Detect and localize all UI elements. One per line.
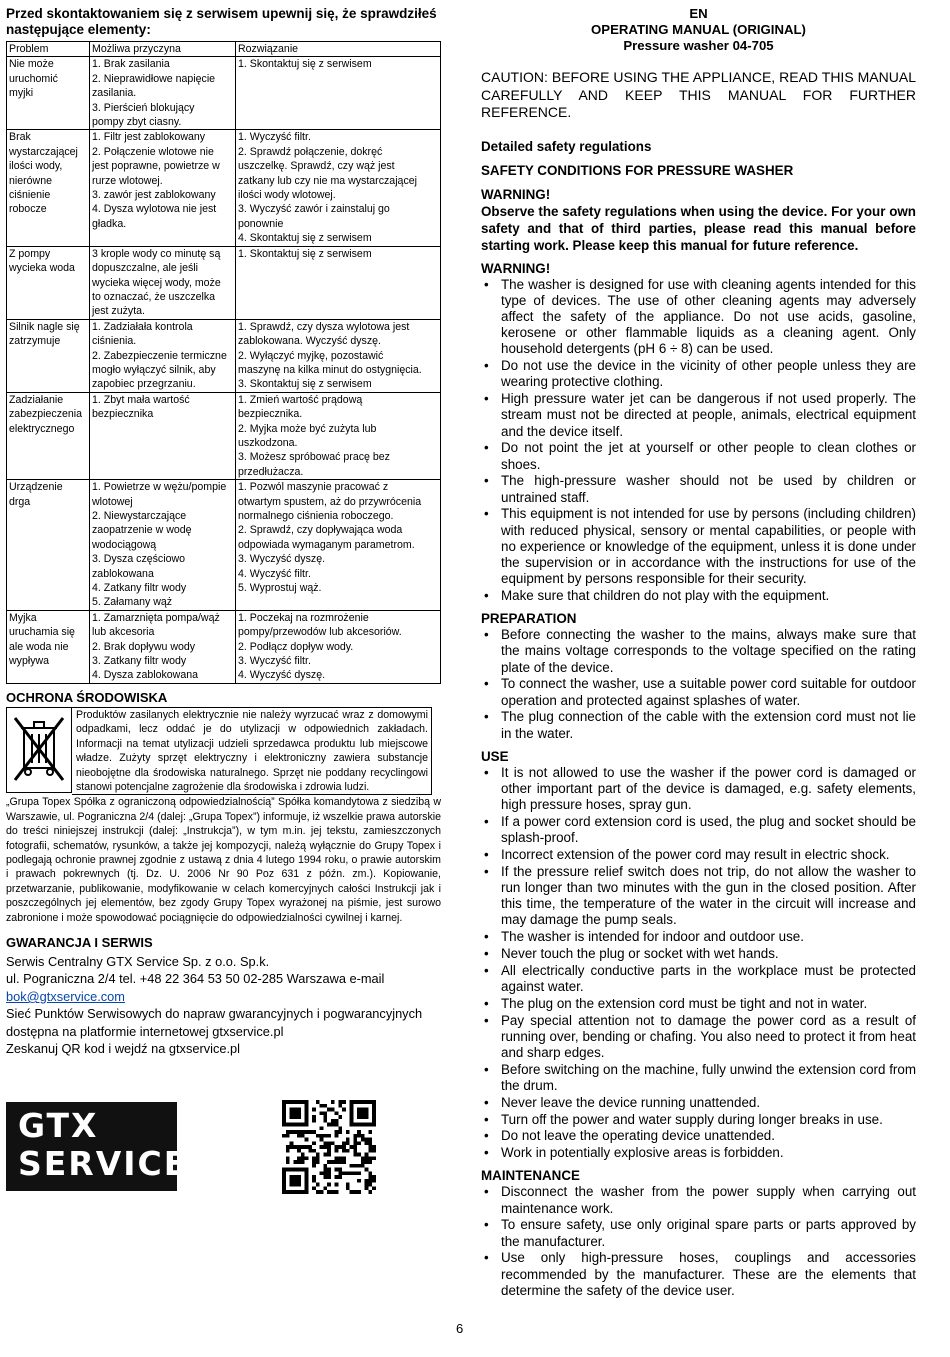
cell-problem (7, 130, 90, 246)
header-problem: Problem (7, 42, 90, 57)
cell-line: 3. Wyczyść filtr. (238, 655, 311, 668)
use-list (481, 765, 916, 1162)
preparation-heading: PREPARATION (481, 611, 577, 627)
cell-line: bezpiecznika. (238, 408, 303, 421)
cell-line: Myjka (9, 611, 37, 624)
cell-line: 1. Sprawdź, czy dysza wylotowa jest (238, 320, 410, 333)
manual-title: OPERATING MANUAL (ORIGINAL) (591, 22, 806, 37)
cell-line: odpowiada wymaganym parametrom. (238, 538, 415, 551)
cell-cause (90, 392, 236, 479)
safety-conditions-heading: SAFETY CONDITIONS FOR PRESSURE WASHER (481, 162, 794, 178)
cell-line: nierówne (9, 174, 52, 187)
warning-heading-2: WARNING! (481, 260, 551, 276)
cell-line: ciśnienie (9, 189, 51, 202)
list-item: • It is not allowed to use the washer if the power cord is damaged or other important part of the device is damaged, e.g. safety elements, high pressure hoses, spray gun. (481, 765, 916, 814)
cell-line: wycieka więcej wody, może (92, 276, 221, 289)
cell-line: 3 krople wody co minutę są (92, 247, 221, 260)
weee-crossed-bin-icon (6, 707, 72, 793)
cell-line: jest zużyta. (92, 305, 145, 318)
cell-line: wystarczającej (9, 145, 78, 158)
cell-line: 2. Podłącz dopływ wody. (238, 640, 354, 653)
cell-line: 4. Dysza wylotowa nie jest (92, 203, 217, 216)
cell-line: 1. Zbyt mała wartość (92, 393, 190, 406)
cell-problem (7, 480, 90, 611)
right-column (481, 6, 916, 1300)
cell-line: pompy zbyt ciasny. (92, 116, 182, 129)
cell-problem (7, 319, 90, 392)
cell-line: 3. Możesz spróbować pracę bez (238, 451, 390, 464)
caution-notice: CAUTION: BEFORE USING THE APPLIANCE, READ THIS MANUAL CAREFULLY AND KEEP THIS MANUAL FOR FURTHER REFERENCE. (481, 69, 916, 120)
header-cause: Możliwa przyczyna (90, 42, 236, 57)
service-email-link[interactable]: bok@gtxservice.com (6, 988, 125, 1004)
cell-line: rurze wlotowej. (92, 174, 163, 187)
cell-line: 3. Pierścień blokujący (92, 101, 195, 114)
cell-line: ilości wody wlotowej. (238, 189, 336, 202)
table-row (7, 392, 441, 479)
list-item: • Pay special attention not to damage the power cord as a result of running over, bending or chafing. You also need to protect it from heat and sharp edges. (481, 1013, 916, 1062)
cell-cause (90, 319, 236, 392)
table-row (7, 480, 441, 611)
environment-box (6, 707, 441, 795)
warning-heading-1: WARNING! (481, 186, 551, 202)
cell-line: zasilania. (92, 87, 137, 100)
table-row (7, 319, 441, 392)
cell-line: zaopatrzenie w wodę (92, 524, 192, 537)
warning-text-1: Observe the safety regulations when using the device. For your own safety and that of third parties, please read this manual before starting work. Please keep this manual for future reference. (481, 203, 916, 253)
cell-line: 1. Zmień wartość prądową (238, 393, 363, 406)
logo-line-1: GTX (18, 1106, 99, 1145)
cell-line: elektrycznego (9, 422, 75, 435)
cell-line: 2. Wyłączyć myjkę, pozostawić (238, 349, 384, 362)
list-item: • The washer is intended for indoor and outdoor use. (481, 929, 916, 945)
cell-line: 3. zawór jest zablokowany (92, 189, 216, 202)
cell-line: ilości wody, (9, 160, 63, 173)
cell-line: Silnik nagle się (9, 320, 80, 333)
cell-line: zatrzymuje (9, 335, 61, 348)
cell-line: 4. Skontaktuj się z serwisem (238, 232, 372, 245)
list-item: • Work in potentially explosive areas is forbidden. (481, 1145, 916, 1161)
cell-solution (236, 480, 441, 611)
cell-line: 1. Skontaktuj się z serwisem (238, 247, 372, 260)
cell-cause (90, 246, 236, 319)
cell-line: 2. Zabezpieczenie termiczne (92, 349, 227, 362)
header-solution: Rozwiązanie (236, 42, 441, 57)
cell-line: wlotowej (92, 495, 133, 508)
cell-line: dopuszczalne, ale jeśli (92, 262, 198, 275)
cell-solution (236, 57, 441, 130)
list-item: • Do not point the jet at yourself or other people to clean clothes or shoes. (481, 440, 916, 472)
list-item: • The plug on the extension cord must be tight and not in water. (481, 996, 916, 1012)
list-item: • If the pressure relief switch does not trip, do not allow the washer to run longer than two minutes with the gun in the closed position. After this time, the temperature of the water in the circuit will increase and may damage the pump seals. (481, 864, 916, 929)
list-item: • Never touch the plug or socket with wet hands. (481, 946, 916, 962)
cell-line: maszynę na kilka minut do ostygnięcia. (238, 363, 422, 376)
warranty-section (6, 953, 441, 1058)
cell-line: pompy/przewodów lub akcesoriów. (238, 626, 402, 639)
cell-line: otwartym spustem, aż do przywrócenia (238, 495, 422, 508)
cell-line: uruchamia się (9, 626, 75, 639)
cell-solution (236, 610, 441, 683)
qr-instruction: Zeskanuj QR kod i wejdź na gtxservice.pl (6, 1041, 240, 1057)
cell-line: zabezpieczenia (9, 408, 83, 421)
cell-problem (7, 610, 90, 683)
list-item: • Disconnect the washer from the power supply when carrying out maintenance work. (481, 1184, 916, 1216)
cell-line: gładka. (92, 217, 127, 230)
cell-line: 4. Zatkany filtr wody (92, 582, 187, 595)
list-item: • Before switching on the machine, fully unwind the extension cord from the drum. (481, 1062, 916, 1094)
cell-line: Brak (9, 131, 31, 144)
troubleshooting-intro: Przed skontaktowaniem się z serwisem upewnij się, że sprawdziłeś następujące elementy: (6, 6, 437, 37)
logo-line-2: SERVICE (18, 1144, 189, 1183)
cell-line: 3. Zatkany filtr wody (92, 655, 187, 668)
cell-solution (236, 392, 441, 479)
use-heading: USE (481, 748, 509, 764)
service-address: ul. Pograniczna 2/4 tel. +48 22 364 53 50 02-285 Warszawa e-mail (6, 971, 385, 987)
cell-line: 5. Wyprostuj wąż. (238, 582, 322, 595)
service-name: Serwis Centralny GTX Service Sp. z o.o. Sp.k. (6, 953, 270, 969)
service-network-text: Sieć Punktów Serwisowych do napraw gwarancyjnych i pogwarancyjnych dostępna na platformie internetowej gtxservice.pl (6, 1006, 423, 1039)
list-item: • To connect the washer, use a suitable power cord suitable for outdoor operation and protected against splashes of water. (481, 676, 916, 708)
cell-line: 3. Wyczyść dyszę. (238, 553, 326, 566)
cell-line: 1. Poczekaj na rozmrożenie (238, 611, 369, 624)
list-item: • Make sure that children do not play with the equipment. (481, 588, 916, 604)
cell-line: 3. Dysza częściowo (92, 553, 186, 566)
cell-line: 2. Sprawdź połączenie, dokręć (238, 145, 383, 158)
cell-line: zablokowana. Wyczyść dyszę. (238, 335, 381, 348)
table-row (7, 130, 441, 246)
copyright-notice: „Grupa Topex Spółka z ograniczoną odpowiedzialnością” Spółka komandytowa z siedzibą w Warszawie, ul. Pograniczna 2/4 (dalej: „Grupa Topex”) informuje, iż wszelkie prawa autorskie do treści niniejszej instrukcji (dalej: „Instrukcja”), w tym m.in. jej tekstu, zamieszczonych fotografii, schematów, rysunków, a także jej kompozycji, należą wyłącznie do Grupy Topex i podlegają ochronie prawnej zgodnie z ustawą z dnia 4 lutego 1994 roku, o prawie autorskim i prawach pokrewnych (tj. Dz. U. 2006 Nr 90 Poz 631 z późn. zm.). Kopiowanie, przetwarzanie, publikowanie, modyfikowanie w celach komercyjnych całości Instrukcji jak i poszczególnych jej elementów, bez zgody Grupy Topex wyrażonej na piśmie, jest surowo zabronione i może spowodować pociągnięcie do odpowiedzialności cywilnej i karnej. (6, 796, 441, 924)
cell-line: przedłużacza. (238, 465, 304, 478)
list-item: • Do not leave the operating device unattended. (481, 1128, 916, 1144)
cell-line: 1. Skontaktuj się z serwisem (238, 58, 372, 71)
qr-code-icon[interactable] (282, 1100, 376, 1194)
cell-line: bezpiecznika (92, 408, 154, 421)
table-row (7, 57, 441, 130)
detailed-safety-heading: Detailed safety regulations (481, 138, 652, 154)
list-item: • Use only high-pressure hoses, couplings and accessories recommended by the manufacturer. These are the elements that determine the safety of the device user. (481, 1250, 916, 1299)
cell-line: 5. Załamany wąż (92, 596, 173, 609)
list-item: • Do not use the device in the vicinity of other people unless they are wearing protective clothing. (481, 358, 916, 390)
cell-problem (7, 246, 90, 319)
cell-problem (7, 57, 90, 130)
language-code: EN (689, 6, 708, 21)
cell-line: zablokowana (92, 567, 154, 580)
cell-problem (7, 392, 90, 479)
cell-line: zapobiec przegrzaniu. (92, 378, 196, 391)
cell-line: 1. Filtr jest zablokowany (92, 131, 206, 144)
gtx-service-logo (6, 1102, 189, 1191)
cell-line: to oznaczać, że uszczelka (92, 290, 216, 303)
cell-line: 1. Pozwól maszynie pracować z (238, 481, 389, 494)
cell-line: 1. Powietrze w wężu/pompie (92, 481, 227, 494)
environment-text: Produktów zasilanych elektrycznie nie należy wyrzucać wraz z domowymi odpadkami, lecz oddać je do utylizacji w odpowiednich zakładach. Informacji na temat utylizacji udzieli sprzedawca produktu lub miejscowe władze. Zużyty sprzęt elektryczny i elektroniczny zawiera substancje nieobojętne dla środowiska naturalnego. Sprzęt nie poddany recyclingowi stanowi potencjalne zagrożenie dla środowiska i zdrowia ludzi. (72, 707, 432, 795)
cell-line: Urządzenie (9, 481, 63, 494)
cell-line: wodociągową (92, 538, 157, 551)
cell-line: 2. Brak dopływu wody (92, 640, 196, 653)
list-item: • This equipment is not intended for use by persons (including children) with reduced physical, sensory or mental capabilities, or people with no experience or knowledge of the equipment, unless it is done under the supervision or in accordance with the instructions for use of the equipment by persons responsible for their security. (481, 506, 916, 587)
list-item: • If a power cord extension cord is used, the plug and socket should be splash-proof. (481, 814, 916, 846)
cell-line: Zadziałanie (9, 393, 64, 406)
list-item: • The plug connection of the cable with the extension cord must not lie in the water. (481, 709, 916, 741)
cell-line: wypływa (9, 655, 50, 668)
cell-cause (90, 130, 236, 246)
list-item: • The high-pressure washer should not be used by children or untrained staff. (481, 473, 916, 505)
list-item: • Before connecting the washer to the mains, always make sure that the mains voltage corresponds to the voltage specified on the rating plate of the device. (481, 627, 916, 676)
table-row (7, 246, 441, 319)
cell-line: uszczelkę. Sprawdź, czy wąż jest (238, 160, 395, 173)
preparation-list (481, 627, 916, 742)
cell-line: 2. Połączenie wlotowe nie (92, 145, 214, 158)
cell-line: ale woda nie (9, 640, 69, 653)
cell-cause (90, 480, 236, 611)
cell-line: 2. Sprawdź, czy dopływająca woda (238, 524, 403, 537)
maintenance-list (481, 1184, 916, 1299)
cell-line: robocze (9, 203, 47, 216)
table-header-row (7, 42, 441, 57)
cell-line: 3. Skontaktuj się z serwisem (238, 378, 372, 391)
left-column (6, 6, 441, 1058)
cell-line: 4. Dysza zablokowana (92, 669, 198, 682)
cell-line: 1. Zamarznięta pompa/wąż (92, 611, 220, 624)
list-item: • All electrically conductive parts in the workplace must be protected against water. (481, 963, 916, 995)
cell-line: uszkodzona. (238, 436, 298, 449)
cell-line: wycieka woda (9, 262, 75, 275)
cell-line: lub akcesoria (92, 626, 155, 639)
list-item: • High pressure water jet can be dangerous if not used properly. The stream must not be directed at people, animals, electrical equipment and the device itself. (481, 391, 916, 440)
cell-line: Nie może (9, 58, 54, 71)
cell-cause (90, 610, 236, 683)
list-item: • Incorrect extension of the power cord may result in electric shock. (481, 847, 916, 863)
cell-line: ciśnienia. (92, 335, 137, 348)
list-item: • Never leave the device running unattended. (481, 1095, 916, 1111)
cell-line: mogło wyłączyć silnik, aby (92, 363, 216, 376)
list-item: • To ensure safety, use only original spare parts or parts approved by the manufacturer. (481, 1217, 916, 1249)
cell-line: Z pompy (9, 247, 51, 260)
cell-line: 1. Wyczyść filtr. (238, 131, 311, 144)
cell-line: 1. Zadziałała kontrola (92, 320, 193, 333)
warranty-heading: GWARANCJA I SERWIS (6, 934, 153, 950)
cell-line: 2. Niewystarczające (92, 510, 187, 522)
cell-line: drga (9, 495, 31, 508)
cell-line: 3. Wyczyść zawór i zainstaluj go (238, 203, 390, 216)
maintenance-heading: MAINTENANCE (481, 1168, 580, 1184)
list-item: • The washer is designed for use with cleaning agents intended for this type of devices. The use of other cleaning agents may adversely affect the safety of the appliance. Do not use acids, gasoline, kerosene or other flammable liquids as a cleaning agent. Only household detergents (pH 6 ÷ 8) can be used. (481, 277, 916, 358)
cell-solution (236, 246, 441, 319)
cell-line: 2. Myjka może być zużyta lub (238, 422, 377, 435)
cell-line: zatkany lub czy nie ma wystarczającej (238, 174, 417, 187)
cell-solution (236, 319, 441, 392)
list-item: • Turn off the power and water supply during longer breaks in use. (481, 1112, 916, 1128)
environment-heading: OCHRONA ŚRODOWISKA (6, 689, 168, 705)
page-number: 6 (456, 1321, 464, 1336)
cell-line: jest poprawne, powietrze w (92, 160, 220, 173)
cell-line: 4. Wyczyść dyszę. (238, 669, 326, 682)
product-name: Pressure washer 04-705 (623, 38, 774, 53)
cell-solution (236, 130, 441, 246)
cell-line: uruchomić (9, 72, 58, 85)
cell-line: 1. Brak zasilania (92, 58, 170, 71)
cell-line: myjki (9, 87, 34, 100)
cell-line: 2. Nieprawidłowe napięcie (92, 72, 216, 85)
cell-line: ponownie (238, 217, 284, 230)
table-row (7, 610, 441, 683)
cell-cause (90, 57, 236, 130)
cell-line: 4. Wyczyść filtr. (238, 567, 311, 580)
warning-list (481, 277, 916, 605)
cell-line: normalnego ciśnienia roboczego. (238, 510, 394, 522)
troubleshooting-table (6, 41, 441, 684)
